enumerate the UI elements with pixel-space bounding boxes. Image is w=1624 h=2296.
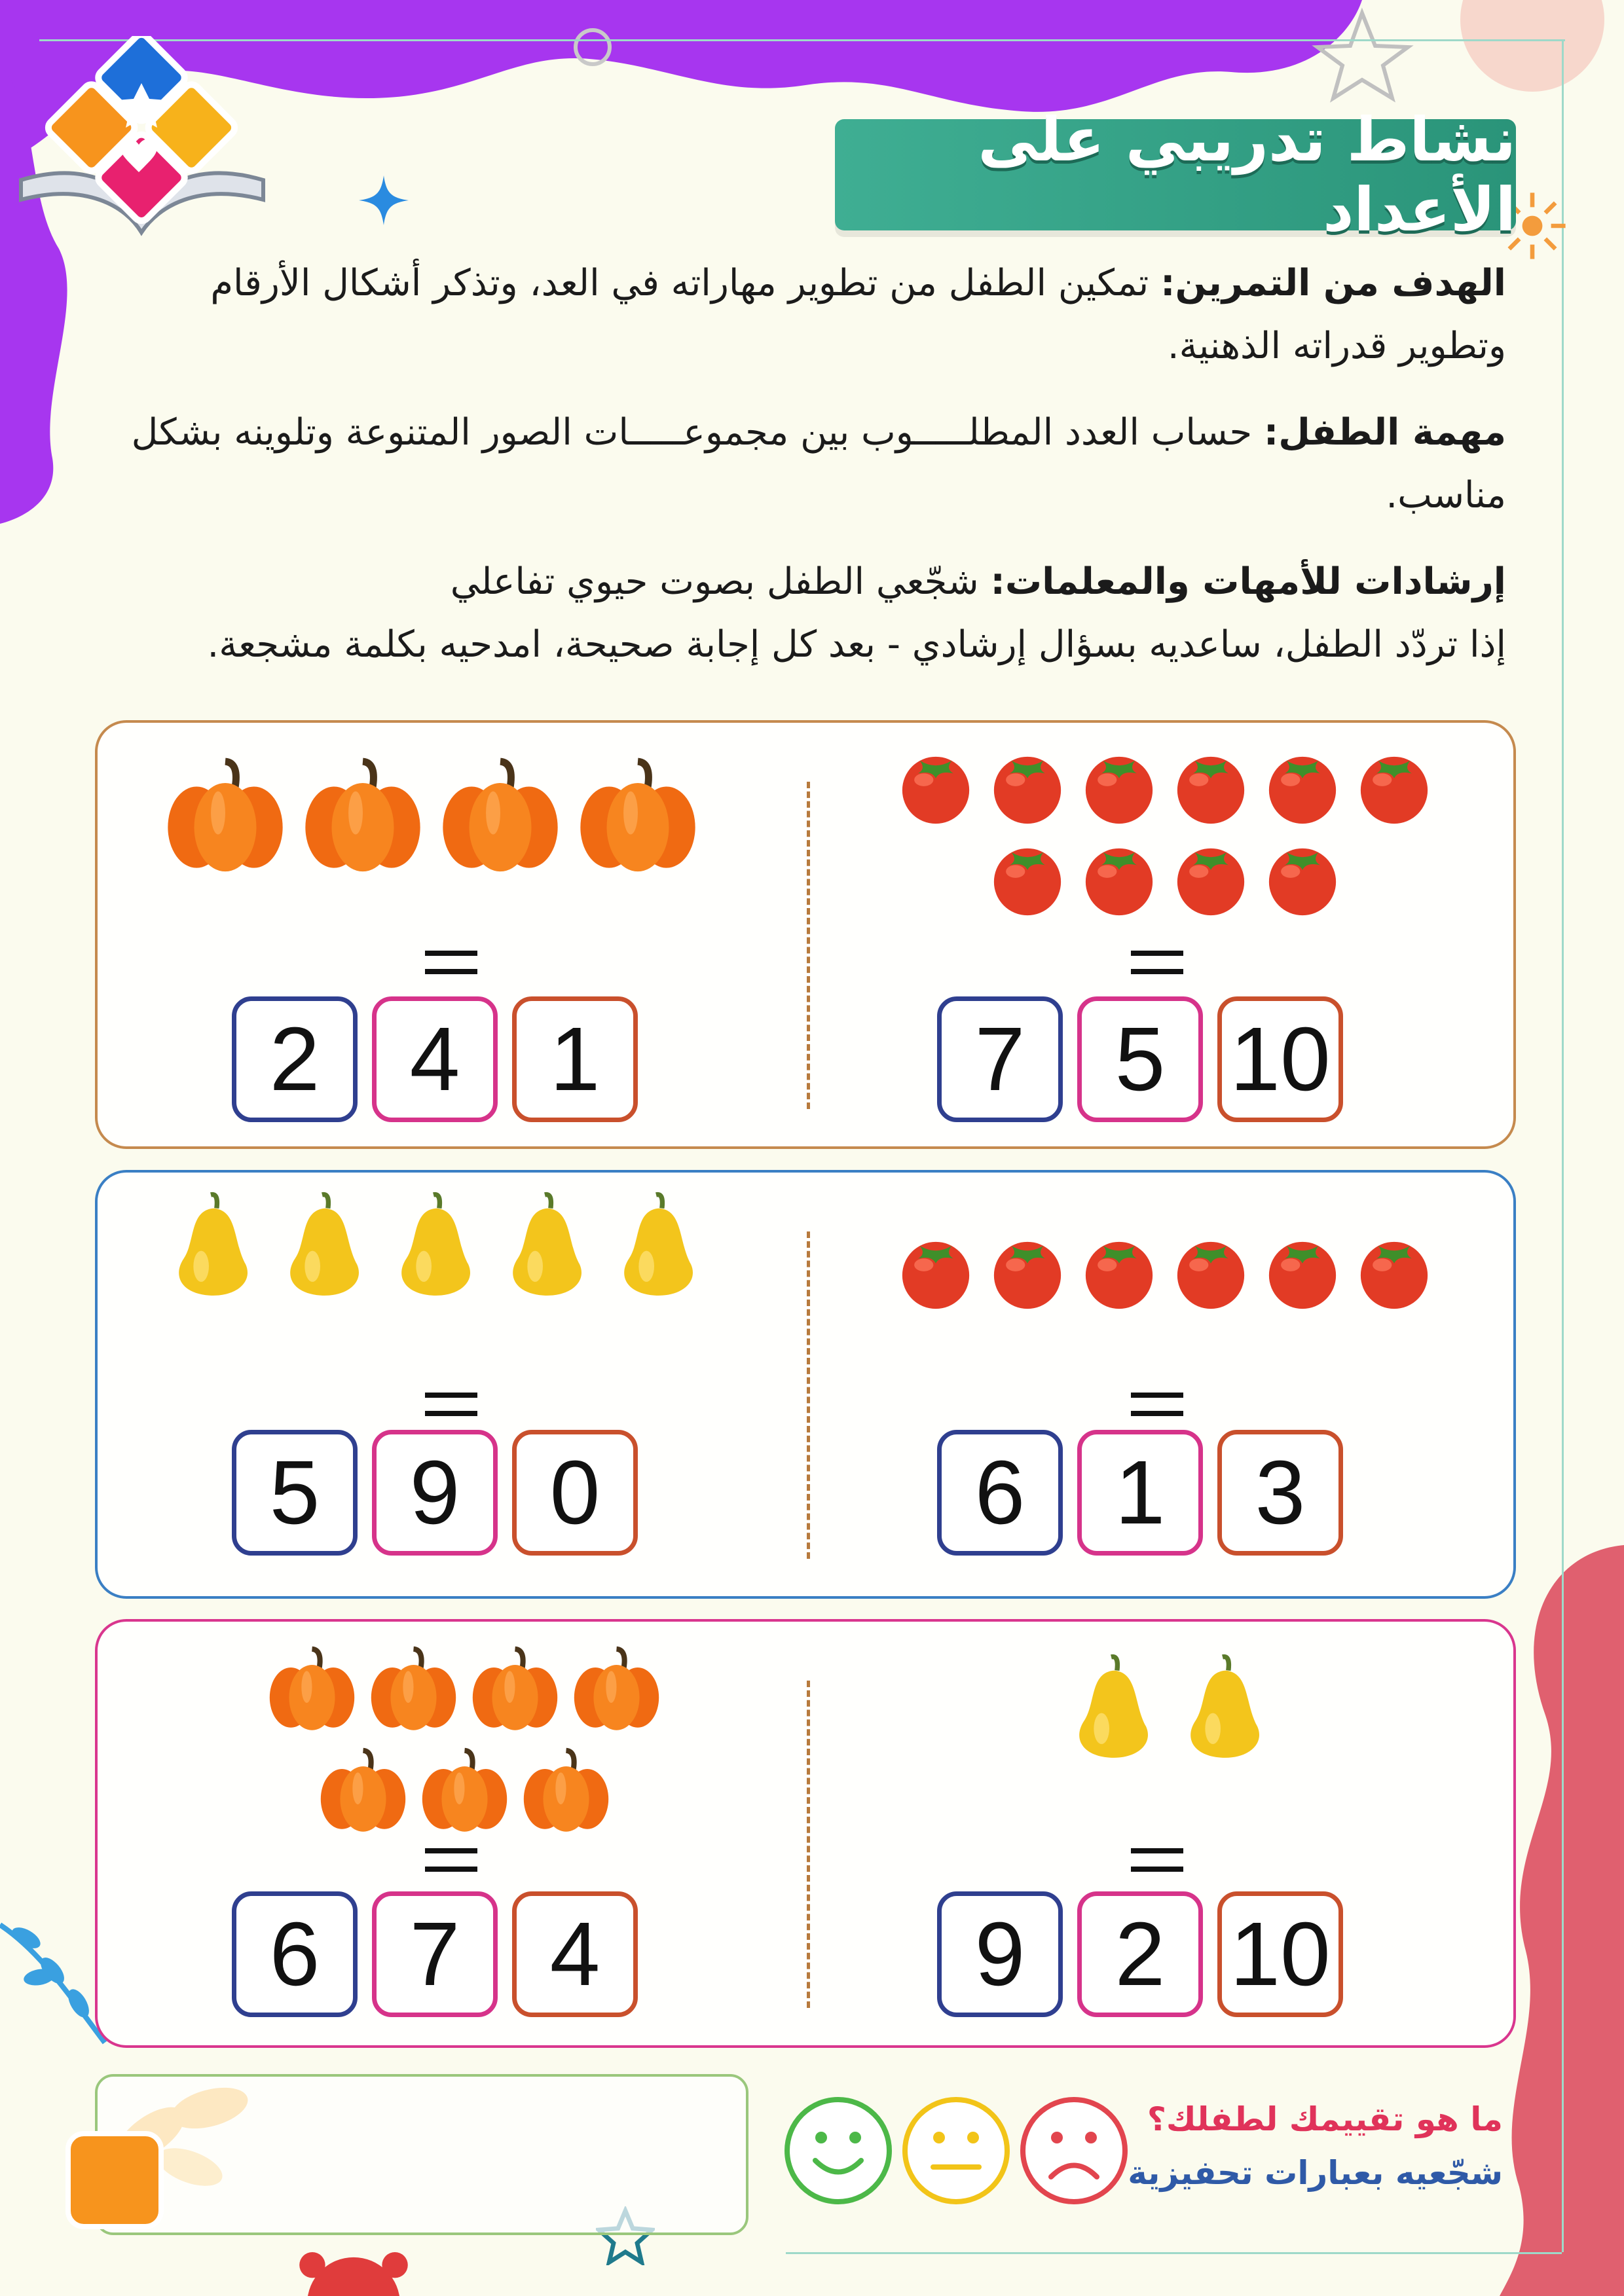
- task-text: حساب العدد المطلـــــوب بين مجموعـــــات الصور المتنوعة وتلوينه بشكل مناسب.: [131, 411, 1506, 517]
- guide-paragraph: [98, 551, 1506, 676]
- pumpkin-icon: [157, 756, 294, 893]
- evaluation-encourage: شجّعيه بعبارات تحفيزية: [1128, 2154, 1503, 2192]
- tomato-icon: [1073, 746, 1165, 838]
- goal-label: الهدف من التمرين:: [1160, 262, 1506, 304]
- alarm-clock-icon: [288, 2252, 419, 2296]
- tomato-icon: [1257, 1231, 1348, 1323]
- pear-icon: [1165, 1651, 1276, 1762]
- equals-sign: [425, 951, 477, 974]
- tomato-icon: [1165, 1231, 1257, 1323]
- guide-label: إرشادات للأمهات والمعلمات:: [990, 560, 1506, 603]
- pear-icon: [599, 1189, 710, 1300]
- counting-pictures-right: [870, 1651, 1460, 1762]
- counting-pictures-right: [870, 746, 1460, 930]
- answer-choices-right: [937, 1430, 1343, 1556]
- answer-choice[interactable]: 7: [372, 1891, 498, 2017]
- frame-line-bottom: [786, 2252, 1562, 2254]
- guide-text-2: إذا تردّد الطفل، ساعديه بسؤال إرشادي - بعد كل إجابة صحيحة، امدحيه بكلمة مشجعة.: [207, 623, 1506, 666]
- pumpkin-icon: [432, 756, 569, 893]
- answer-choice[interactable]: 5: [232, 1430, 358, 1556]
- exercise-divider: [807, 782, 810, 1109]
- answer-choice[interactable]: 9: [372, 1430, 498, 1556]
- exercise-box-3: [95, 1619, 1516, 2048]
- neutral-face-icon[interactable]: [905, 2100, 1007, 2202]
- tomato-icon: [1257, 746, 1348, 838]
- pear-icon: [487, 1189, 599, 1300]
- exercise-divider: [807, 1231, 810, 1559]
- answer-choices-right: [937, 1891, 1343, 2017]
- equals-sign: [1131, 951, 1183, 974]
- equals-sign: [1131, 1393, 1183, 1416]
- counting-pictures-left: [255, 1645, 674, 1848]
- tomato-icon: [1073, 1231, 1165, 1323]
- answer-choices-left: [232, 996, 638, 1122]
- equals-sign: [425, 1848, 477, 1872]
- tomato-icon: [1348, 746, 1440, 838]
- pear-icon: [376, 1189, 487, 1300]
- pear-icon: [1054, 1651, 1165, 1762]
- answer-choice[interactable]: 10: [1217, 1891, 1343, 2017]
- goal-paragraph: [98, 252, 1506, 378]
- answer-choice[interactable]: 3: [1217, 1430, 1343, 1556]
- counting-pictures-left: [137, 756, 726, 893]
- answer-choice[interactable]: 0: [512, 1430, 638, 1556]
- pumpkin-icon: [312, 1746, 414, 1848]
- answer-choices-right: [937, 996, 1343, 1122]
- answer-choice[interactable]: 4: [512, 1891, 638, 2017]
- tomato-icon: [982, 838, 1073, 930]
- tomato-icon: [890, 1231, 982, 1323]
- answer-choice[interactable]: 1: [1077, 1430, 1203, 1556]
- page-title: نشاط تدريبي على الأعداد: [978, 105, 1516, 245]
- answer-choice[interactable]: 2: [232, 996, 358, 1122]
- exercise-divider: [807, 1681, 810, 2008]
- guide-text: شجّعي الطفل بصوت حيوي تفاعلي: [450, 560, 979, 603]
- pumpkin-icon: [464, 1645, 566, 1746]
- evaluation-question: ما هو تقييمك لطفلك؟: [1147, 2100, 1503, 2138]
- task-paragraph: [98, 401, 1506, 527]
- tomato-icon: [1165, 746, 1257, 838]
- equals-sign: [1131, 1848, 1183, 1872]
- answer-choice[interactable]: 1: [512, 996, 638, 1122]
- answer-choices-left: [232, 1430, 638, 1556]
- counting-pictures-right: [870, 1231, 1460, 1323]
- pear-icon: [153, 1189, 265, 1300]
- sparkle-icon: [359, 175, 409, 225]
- tomato-icon: [1165, 838, 1257, 930]
- answer-choices-left: [232, 1891, 638, 2017]
- answer-choice[interactable]: 6: [937, 1430, 1063, 1556]
- tomato-icon: [1348, 1231, 1440, 1323]
- answer-choice[interactable]: 10: [1217, 996, 1343, 1122]
- answer-choice[interactable]: 5: [1077, 996, 1203, 1122]
- goal-text: تمكين الطفل من تطوير مهاراته في العد، وتذكر أشكال الأرقام وتطوير قدراته الذهنية.: [210, 262, 1506, 367]
- rating-faces: [779, 2092, 1133, 2210]
- pear-icon: [265, 1189, 376, 1300]
- answer-choice[interactable]: 2: [1077, 1891, 1203, 2017]
- task-label: مهمة الطفل:: [1263, 411, 1506, 454]
- answer-choice[interactable]: 4: [372, 996, 498, 1122]
- sad-face-icon[interactable]: [1023, 2100, 1125, 2202]
- happy-face-icon[interactable]: [787, 2100, 889, 2202]
- counting-pictures-left: [137, 1189, 726, 1300]
- pumpkin-icon: [515, 1746, 617, 1848]
- pumpkin-icon: [261, 1645, 363, 1746]
- tomato-icon: [1073, 838, 1165, 930]
- book-puzzle-logo: [8, 36, 276, 259]
- frame-line-right: [1562, 39, 1564, 2252]
- tomato-icon: [1257, 838, 1348, 930]
- orange-square-decoration: [65, 2131, 164, 2229]
- pumpkin-icon: [294, 756, 432, 893]
- equals-sign: [425, 1393, 477, 1416]
- pumpkin-icon: [566, 1645, 667, 1746]
- answer-choice[interactable]: 9: [937, 1891, 1063, 2017]
- tomato-icon: [890, 746, 982, 838]
- answer-choice[interactable]: 6: [232, 1891, 358, 2017]
- tomato-icon: [982, 1231, 1073, 1323]
- pumpkin-icon: [414, 1746, 515, 1848]
- title-banner: [835, 105, 1516, 245]
- exercise-box-1: [95, 720, 1516, 1149]
- exercise-box-2: [95, 1170, 1516, 1599]
- pumpkin-icon: [569, 756, 707, 893]
- tomato-icon: [982, 746, 1073, 838]
- instructions: [98, 252, 1506, 700]
- answer-choice[interactable]: 7: [937, 996, 1063, 1122]
- pumpkin-icon: [363, 1645, 464, 1746]
- notes-box[interactable]: [95, 2074, 748, 2235]
